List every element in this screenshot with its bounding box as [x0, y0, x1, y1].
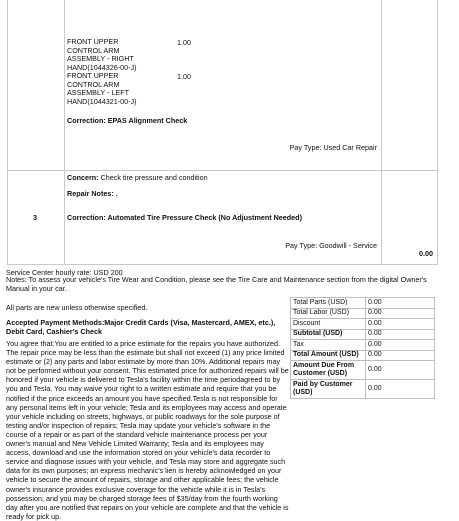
- item2-correction: Correction: EPAS Alignment Check: [67, 116, 188, 125]
- table-left-border: [7, 0, 8, 264]
- service-notes: Notes: To assess your vehicle's Tire Wear and Condition, please see the Tire Care and Maintenance section from the digital Owner's Manual in your car.: [6, 275, 427, 293]
- payment-methods: Accepted Payment Methods:Major Credit Cards (Visa, Mastercard, AMEX, etc.), Debit Card, Cashier's Check: [6, 318, 276, 337]
- item2-pay-type: Pay Type: Used Car Repair: [289, 143, 377, 152]
- part-line-right-arm: FRONT UPPER CONTROL ARM ASSEMBLY - RIGHT HAND(1044326-00-J): [67, 37, 137, 72]
- table-right-border: [437, 0, 438, 264]
- totals-row: Tax 0.00: [291, 340, 435, 351]
- totals-row: Total Parts (USD) 0.00: [291, 298, 435, 309]
- table-bottom-border: [7, 264, 438, 265]
- totals-row: Total Labor (USD) 0.00: [291, 308, 435, 319]
- item3-number: 3: [33, 213, 37, 222]
- item3-concern: Concern: Check tire pressure and condition: [67, 173, 208, 182]
- parts-new-note: All parts are new unless otherwise specified.: [6, 303, 148, 312]
- totals-row: Total Amount (USD) 0.00: [291, 350, 435, 361]
- part-qty-right-arm: 1.00: [177, 38, 191, 47]
- item3-repair-notes: Repair Notes: .: [67, 189, 118, 198]
- totals-row: Subtotal (USD) 0.00: [291, 329, 435, 340]
- totals-table: [290, 297, 435, 399]
- totals-row: Paid by Customer (USD) 0.00: [291, 380, 435, 399]
- agreement-text: You agree that:You are entitled to a price estimate for the repairs you have authorized. The repair price may be less than the estimate but shall not exceed (1) any price limited estimate or (2) any parts and labor estimate by more than 10%. Additional repairs may not be performed without your consent. This estimated price for authorized repairs will be honored if your vehicle is delivered to Tesla's facility within the time periodagreed to by you and Tesla. You may waive your right to a written estimate and require that you be notified if the price exceeds an amount you have specified.Tesla is not responsible for any personal items left in your vehicle; Tesla and its employees may access and operate your vehicle including on streets, highways, or public roadways for the sole purpose of testing and/or inspection of repairs; Tesla may update your vehicle's software in the course of a repair or as part of the standard vehicle maintenance process per your owner's manual and New Vehicle Limited Warranty; Tesla and its employees may access, download and use the information stored on your vehicle's data recorder to service and diagnose issues with your vehicle, and Tesla may store and aggregate such data for its own purposes; an express mechanic's lien is hereby acknowledged on your vehicle to secure the amount of repairs, storage and other applicable fees; the vehicle owner's insurance provides exclusive coverage for the vehicle while it is in Tesla's possession; and you may be charged storage fees of $35/day from the fourth working day after you are notified that repairs on your vehicle are complete and that the vehicle is ready for pick up.: [6, 339, 289, 521]
- item3-amount: 0.00: [419, 249, 433, 258]
- totals-row: Amount Due From Customer (USD) 0.00: [291, 361, 435, 380]
- part-line-left-arm: FRONT UPPER CONTROL ARM ASSEMBLY - LEFT HAND(1044321-00-J): [67, 71, 137, 106]
- part-qty-left-arm: 1.00: [177, 72, 191, 81]
- item3-pay-type: Pay Type: Goodwill - Service: [285, 241, 377, 250]
- totals-row: Discount 0.00: [291, 319, 435, 330]
- table-col-divider-1: [64, 0, 65, 264]
- table-row-divider: [7, 170, 438, 171]
- table-col-divider-2: [381, 0, 382, 264]
- hourly-rate: Service Center hourly rate: USD 200: [6, 268, 123, 277]
- item3-correction: Correction: Automated Tire Pressure Check (No Adjustment Needed): [67, 213, 302, 222]
